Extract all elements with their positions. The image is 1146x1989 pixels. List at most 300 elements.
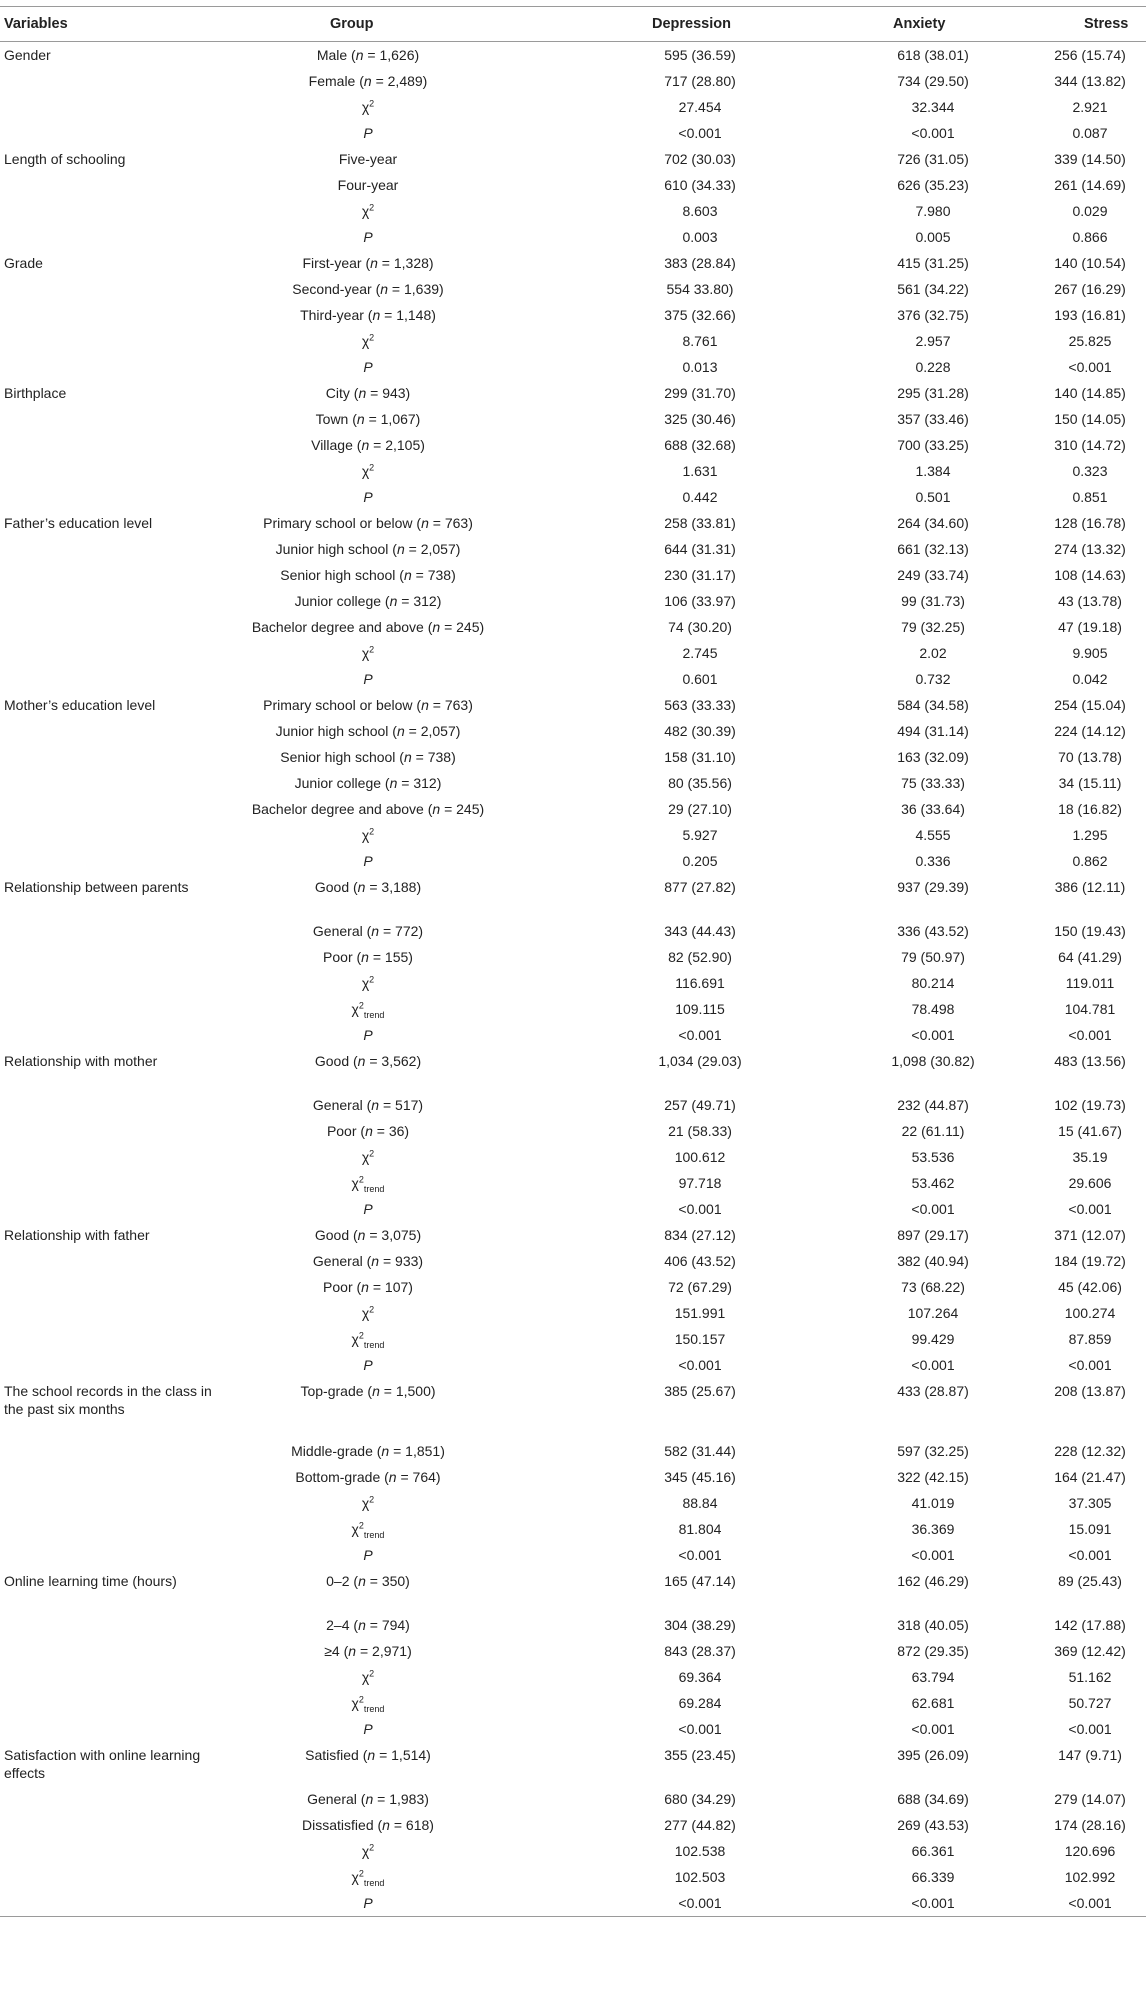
table-row [0,510,1146,536]
stress-cell: <0.001 [1068,359,1112,375]
anxiety-cell: 0.336 [915,853,951,869]
stress-cell: 310 (14.72) [1054,437,1126,453]
table-row [0,1092,1146,1118]
table-row [0,718,1146,744]
group-cell: P [363,1721,373,1737]
group-cell: P [363,229,373,245]
group-cell: P [363,1895,373,1911]
stress-cell: 51.162 [1068,1669,1112,1685]
group-cell: P [363,1027,373,1043]
table-body [0,42,1146,1917]
depression-cell: 97.718 [678,1175,722,1191]
table-row [0,562,1146,588]
stress-cell: 267 (16.29) [1054,281,1126,297]
table-row [0,1612,1146,1638]
anxiety-cell: 79 (50.97) [901,949,965,965]
depression-cell: 717 (28.80) [664,73,736,89]
anxiety-cell: 36.369 [911,1521,955,1537]
depression-cell: 383 (28.84) [664,255,736,271]
table-row [0,970,1146,996]
depression-cell: <0.001 [678,1357,722,1373]
depression-cell: <0.001 [678,125,722,141]
stress-cell: 25.825 [1068,333,1112,349]
table-row [0,68,1146,94]
table-row [0,944,1146,970]
stress-cell: <0.001 [1068,1201,1112,1217]
anxiety-cell: 897 (29.17) [897,1227,969,1243]
group-cell: Top-grade (n = 1,500) [300,1383,436,1399]
depression-cell: <0.001 [678,1027,722,1043]
stress-cell: 0.866 [1072,229,1108,245]
anxiety-cell: 336 (43.52) [897,923,969,939]
anxiety-cell: 322 (42.15) [897,1469,969,1485]
stress-cell: 0.029 [1072,203,1108,219]
group-cell: Junior college (n = 312) [294,775,442,791]
stress-cell: 1.295 [1072,827,1108,843]
stress-cell: 45 (42.06) [1058,1279,1122,1295]
group-cell: Town (n = 1,067) [315,411,421,427]
group-cell: Good (n = 3,562) [314,1053,422,1069]
anxiety-cell: 264 (34.60) [897,515,969,531]
group-cell: General (n = 933) [312,1253,424,1269]
anxiety-cell: 53.462 [911,1175,955,1191]
anxiety-cell: 626 (35.23) [897,177,969,193]
group-cell: First-year (n = 1,328) [302,255,434,271]
stress-cell: 43 (13.78) [1058,593,1122,609]
group-cell: $\chi^2$ [361,1842,375,1859]
depression-cell: 80 (35.56) [668,775,732,791]
group-cell: City (n = 943) [325,385,411,401]
stress-cell: <0.001 [1068,1547,1112,1563]
table-row [0,1326,1146,1352]
group-cell: $\chi^2$ [361,826,375,843]
depression-cell: 109.115 [675,1001,725,1017]
anxiety-cell: 80.214 [911,975,955,991]
stress-cell: 0.851 [1072,489,1108,505]
group-cell: Third-year (n = 1,148) [300,307,436,323]
group-cell: P [363,1201,373,1217]
table-row [0,1170,1146,1196]
variable-cell: Mother’s education level [4,697,156,713]
group-cell: P [363,671,373,687]
depression-cell: 69.364 [678,1669,722,1685]
table-row [0,1464,1146,1490]
table-row [0,588,1146,614]
group-cell: Bottom-grade (n = 764) [295,1469,441,1485]
table-row [0,484,1146,510]
depression-cell: 258 (33.81) [664,515,736,531]
group-cell: $\chi^2_{trend}$ [351,1694,385,1714]
group-cell: P [363,489,373,505]
stress-cell: 369 (12.42) [1054,1643,1126,1659]
depression-cell: <0.001 [678,1721,722,1737]
stress-cell: 184 (19.72) [1054,1253,1126,1269]
group-cell: Bachelor degree and above (n = 245) [251,801,485,817]
anxiety-cell: 99 (31.73) [901,593,965,609]
depression-cell: 563 (33.33) [664,697,736,713]
table-row [0,1048,1146,1092]
group-cell: Second-year (n = 1,639) [292,281,444,297]
anxiety-cell: 4.555 [915,827,951,843]
table-row [0,328,1146,354]
anxiety-cell: 66.339 [911,1869,955,1885]
group-cell: Primary school or below (n = 763) [263,515,473,531]
group-cell: General (n = 1,983) [307,1791,429,1807]
table-row [0,432,1146,458]
header-group: Group [330,16,374,32]
group-cell: $\chi^2_{trend}$ [351,1174,385,1194]
anxiety-cell: 41.019 [911,1495,955,1511]
anxiety-cell: 36 (33.64) [901,801,965,817]
anxiety-cell: 357 (33.46) [897,411,969,427]
depression-cell: 106 (33.97) [664,593,736,609]
group-cell: P [363,1547,373,1563]
table-row [0,1300,1146,1326]
table-row [0,1352,1146,1378]
table-row [0,666,1146,692]
group-cell: Female (n = 2,489) [308,73,428,89]
table-row [0,120,1146,146]
depression-cell: 29 (27.10) [668,801,732,817]
anxiety-cell: 318 (40.05) [897,1617,969,1633]
table-row [0,848,1146,874]
depression-cell: 0.003 [682,229,718,245]
stress-cell: 140 (10.54) [1054,255,1126,271]
stress-cell: <0.001 [1068,1895,1112,1911]
group-cell: $\chi^2$ [361,1494,375,1511]
group-cell: $\chi^2$ [361,202,375,219]
anxiety-cell: 163 (32.09) [897,749,969,765]
table-row [0,1864,1146,1890]
table-row [0,406,1146,432]
variable-cell: Grade [4,255,43,271]
anxiety-cell: 1.384 [915,463,951,479]
depression-cell: 0.442 [682,489,718,505]
stress-cell: 150 (14.05) [1054,411,1126,427]
anxiety-cell: 584 (34.58) [897,697,969,713]
anxiety-cell: 79 (32.25) [901,619,965,635]
depression-cell: 355 (23.45) [664,1747,736,1763]
depression-cell: 230 (31.17) [664,567,736,583]
table-row [0,1664,1146,1690]
depression-cell: 102.538 [674,1843,726,1859]
stress-cell: 0.862 [1072,853,1108,869]
depression-cell: 843 (28.37) [664,1643,736,1659]
anxiety-cell: 7.980 [915,203,951,219]
table-row [0,1490,1146,1516]
depression-cell: 100.612 [674,1149,726,1165]
stress-cell: 254 (15.04) [1054,697,1126,713]
stress-cell: 104.781 [1064,1001,1116,1017]
group-cell: $\chi^2$ [361,98,375,115]
table-row [0,1378,1146,1438]
group-cell: $\chi^2$ [361,974,375,991]
stress-cell: 371 (12.07) [1054,1227,1126,1243]
variable-cell: Gender [4,47,51,63]
depression-cell: 688 (32.68) [664,437,736,453]
group-cell: Poor (n = 155) [323,949,413,965]
group-cell: Senior high school (n = 738) [280,749,456,765]
variable-cell: Satisfaction with online learning effects [4,1747,201,1781]
stress-cell: 164 (21.47) [1054,1469,1126,1485]
anxiety-cell: 376 (32.75) [897,307,969,323]
stress-cell: 89 (25.43) [1058,1573,1122,1589]
anxiety-cell: 73 (68.22) [901,1279,965,1295]
group-cell: P [363,359,373,375]
group-cell: $\chi^2$ [361,1668,375,1685]
anxiety-cell: 726 (31.05) [897,151,969,167]
stress-cell: 174 (28.16) [1054,1817,1126,1833]
group-cell: General (n = 772) [312,923,424,939]
table-row [0,1890,1146,1916]
anxiety-cell: 249 (33.74) [897,567,969,583]
header-stress: Stress [1084,16,1129,32]
stress-cell: 386 (12.11) [1054,879,1126,895]
table-row [0,458,1146,484]
table-row [0,1812,1146,1838]
group-cell: 2–4 (n = 794) [326,1617,410,1633]
table-row [0,1716,1146,1742]
table-row [0,918,1146,944]
table-row [0,1196,1146,1222]
stress-cell: 339 (14.50) [1054,151,1126,167]
anxiety-cell: <0.001 [911,1201,955,1217]
stress-cell: 120.696 [1064,1843,1116,1859]
stress-cell: 37.305 [1068,1495,1112,1511]
depression-cell: 1.631 [682,463,718,479]
anxiety-cell: 734 (29.50) [897,73,969,89]
table-row [0,1786,1146,1812]
group-cell: P [363,125,373,141]
table-row [0,640,1146,666]
table-row [0,1144,1146,1170]
group-cell: Senior high school (n = 738) [280,567,456,583]
table-row [0,874,1146,918]
stress-cell: 128 (16.78) [1054,515,1126,531]
depression-cell: <0.001 [678,1201,722,1217]
group-cell: $\chi^2$ [361,644,375,661]
header-anxiety: Anxiety [893,16,946,32]
anxiety-cell: <0.001 [911,1721,955,1737]
depression-cell: 299 (31.70) [664,385,736,401]
group-cell: Junior high school (n = 2,057) [275,723,461,739]
anxiety-cell: 382 (40.94) [897,1253,969,1269]
stress-cell: 29.606 [1068,1175,1112,1191]
table-row [0,1838,1146,1864]
anxiety-cell: <0.001 [911,1547,955,1563]
table-row [0,198,1146,224]
depression-cell: 345 (45.16) [664,1469,736,1485]
depression-cell: 406 (43.52) [664,1253,736,1269]
stress-cell: 2.921 [1072,99,1108,115]
table-row [0,146,1146,172]
anxiety-cell: 0.228 [915,359,951,375]
stress-cell: 274 (13.32) [1054,541,1126,557]
group-cell: Poor (n = 107) [323,1279,413,1295]
stress-cell: 279 (14.07) [1054,1791,1126,1807]
depression-cell: 834 (27.12) [664,1227,736,1243]
anxiety-cell: 661 (32.13) [897,541,969,557]
depression-cell: 595 (36.59) [664,47,736,63]
depression-cell: <0.001 [678,1895,722,1911]
stress-cell: 142 (17.88) [1054,1617,1126,1633]
depression-cell: 88.84 [682,1495,718,1511]
group-cell: Satisfied (n = 1,514) [305,1747,431,1763]
stress-cell: 193 (16.81) [1054,307,1126,323]
depression-cell: 325 (30.46) [664,411,736,427]
anxiety-cell: 62.681 [911,1695,955,1711]
depression-cell: 482 (30.39) [664,723,736,739]
depression-cell: 257 (49.71) [664,1097,736,1113]
table-row [0,1022,1146,1048]
depression-cell: 69.284 [678,1695,722,1711]
stress-cell: 208 (13.87) [1054,1383,1126,1399]
group-cell: Primary school or below (n = 763) [263,697,473,713]
table-row [0,770,1146,796]
variable-cell: Relationship between parents [4,879,189,895]
group-cell: $\chi^2_{trend}$ [351,1000,385,1020]
anxiety-cell: 99.429 [911,1331,955,1347]
variable-cell: Relationship with father [4,1227,150,1243]
group-cell: Good (n = 3,075) [314,1227,422,1243]
depression-cell: 150.157 [674,1331,726,1347]
depression-cell: 680 (34.29) [664,1791,736,1807]
depression-cell: 0.601 [682,671,718,687]
table-row [0,996,1146,1022]
group-cell: $\chi^2$ [361,1304,375,1321]
group-cell: Junior college (n = 312) [294,593,442,609]
anxiety-cell: 1,098 (30.82) [891,1053,975,1069]
stress-cell: 64 (41.29) [1058,949,1122,965]
anxiety-cell: 433 (28.87) [897,1383,969,1399]
depression-cell: 72 (67.29) [668,1279,732,1295]
table-row [0,380,1146,406]
table-row [0,536,1146,562]
anxiety-cell: 66.361 [911,1843,955,1859]
stress-cell: 70 (13.78) [1058,749,1122,765]
group-cell: Four-year [337,177,399,193]
variable-cell: Length of schooling [4,151,126,167]
table-row [0,1690,1146,1716]
stress-cell: 0.042 [1072,671,1108,687]
anxiety-cell: 937 (29.39) [897,879,969,895]
group-cell: $\chi^2$ [361,462,375,479]
stress-cell: 108 (14.63) [1054,567,1126,583]
depression-cell: 102.503 [674,1869,726,1885]
depression-cell: 116.691 [675,975,725,991]
depression-cell: 385 (25.67) [664,1383,736,1399]
anxiety-cell: <0.001 [911,1895,955,1911]
depression-cell: 27.454 [678,99,722,115]
anxiety-cell: 395 (26.09) [897,1747,969,1763]
stress-cell: 18 (16.82) [1058,801,1122,817]
group-cell: Dissatisfied (n = 618) [302,1817,434,1833]
stress-cell: <0.001 [1068,1027,1112,1043]
table-row [0,796,1146,822]
depression-cell: 151.991 [674,1305,726,1321]
anxiety-cell: 494 (31.14) [897,723,969,739]
anxiety-cell: 415 (31.25) [897,255,969,271]
depression-cell: 702 (30.03) [664,151,736,167]
depression-cell: 554 33.80) [666,281,734,297]
stress-cell: 147 (9.71) [1058,1747,1122,1763]
group-cell: Village (n = 2,105) [311,437,425,453]
anxiety-cell: 597 (32.25) [897,1443,969,1459]
depression-cell: 343 (44.43) [664,923,736,939]
table-row [0,822,1146,848]
depression-cell: 21 (58.33) [668,1123,732,1139]
group-cell: $\chi^2_{trend}$ [351,1330,385,1350]
table-row [0,1542,1146,1568]
anxiety-cell: 78.498 [911,1001,955,1017]
anxiety-cell: <0.001 [911,125,955,141]
depression-cell: 582 (31.44) [664,1443,736,1459]
depression-cell: 277 (44.82) [664,1817,736,1833]
stress-cell: 119.011 [1065,975,1115,991]
table-row [0,692,1146,718]
table-row [0,1222,1146,1248]
anxiety-cell: 0.732 [915,671,951,687]
table-row [0,744,1146,770]
group-cell: P [363,1357,373,1373]
stress-cell: 15.091 [1068,1521,1112,1537]
table-row [0,1568,1146,1612]
anxiety-cell: 107.264 [907,1305,959,1321]
depression-cell: 610 (34.33) [664,177,736,193]
stress-cell: 0.087 [1072,125,1108,141]
anxiety-cell: 32.344 [911,99,955,115]
table-row [0,1248,1146,1274]
depression-cell: 82 (52.90) [668,949,732,965]
stress-cell: <0.001 [1068,1357,1112,1373]
header-variables: Variables [4,16,68,32]
depression-cell: 8.761 [682,333,718,349]
anxiety-cell: 75 (33.33) [901,775,965,791]
anxiety-cell: 561 (34.22) [897,281,969,297]
stress-cell: 344 (13.82) [1054,73,1126,89]
group-cell: Bachelor degree and above (n = 245) [251,619,485,635]
anxiety-cell: 63.794 [911,1669,955,1685]
table-row [0,276,1146,302]
anxiety-cell: 618 (38.01) [897,47,969,63]
depression-cell: 0.013 [682,359,718,375]
table-row [0,224,1146,250]
anxiety-cell: 2.957 [915,333,951,349]
depression-cell: 74 (30.20) [668,619,732,635]
stress-cell: 0.323 [1072,463,1108,479]
group-cell: Good (n = 3,188) [314,879,422,895]
stress-cell: 102 (19.73) [1054,1097,1126,1113]
stress-cell: 9.905 [1072,645,1108,661]
depression-cell: 81.804 [678,1521,722,1537]
table-row [0,1118,1146,1144]
depression-cell: 2.745 [682,645,718,661]
group-cell: $\chi^2$ [361,1148,375,1165]
header-depression: Depression [652,16,731,32]
stress-cell: 15 (41.67) [1058,1123,1122,1139]
table-row [0,302,1146,328]
group-cell: $\chi^2_{trend}$ [351,1868,385,1888]
depression-cell: 5.927 [682,827,718,843]
table-row [0,614,1146,640]
stress-cell: 150 (19.43) [1054,923,1126,939]
stress-cell: 140 (14.85) [1054,385,1126,401]
stress-cell: 261 (14.69) [1054,177,1126,193]
depression-cell: 158 (31.10) [664,749,736,765]
table-row [0,354,1146,380]
table-row [0,1742,1146,1786]
depression-cell: 8.603 [682,203,718,219]
